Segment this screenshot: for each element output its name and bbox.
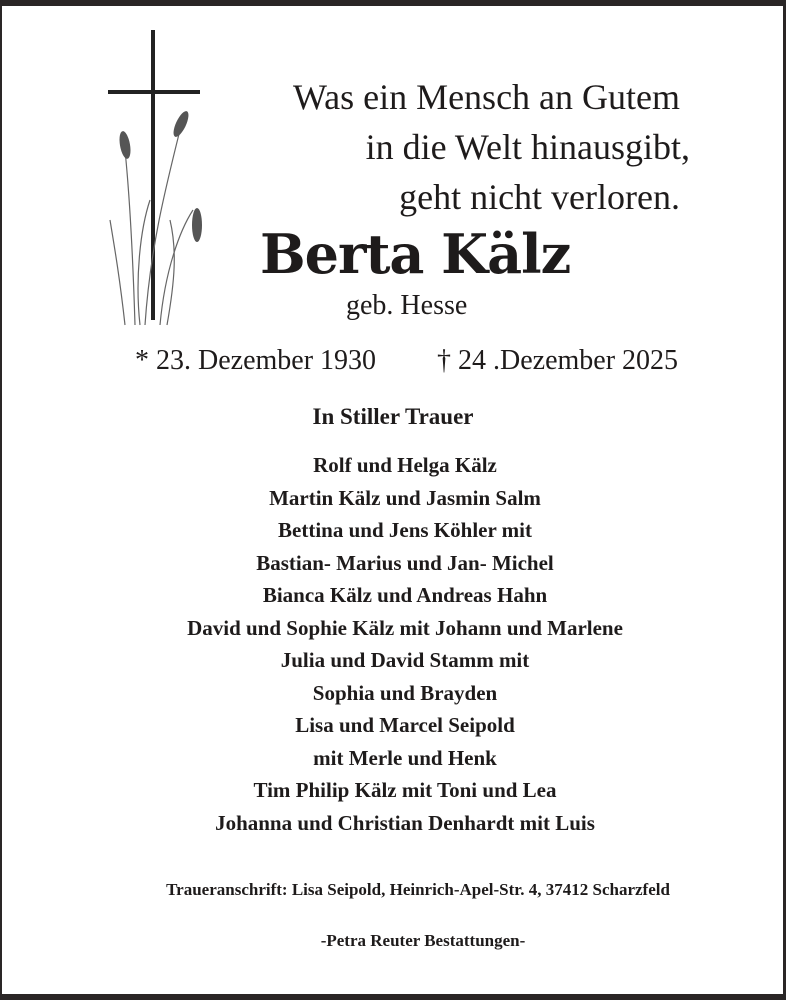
family-line: Bianca Kälz und Andreas Hahn: [262, 583, 548, 607]
family-line: Martin Kälz und Jasmin Salm: [269, 485, 541, 510]
family-line: David und Sophie Kälz mit Johann und Marlene: [187, 615, 623, 640]
family-line: mit Merle und Henk: [313, 745, 497, 770]
death-date: † 24 .Dezember 2025: [437, 345, 679, 376]
funeral-home: -Petra Reuter Bestattungen-: [320, 931, 526, 950]
deceased-name: Berta Kälz: [260, 222, 571, 286]
mourning-address: Traueranschrift: Lisa Seipold, Heinrich-Apel-Str. 4, 37412 Scharzfeld: [166, 880, 670, 899]
family-line: Johanna und Christian Denhardt mit Luis: [215, 810, 595, 835]
quote-line: in die Welt hinausgibt,: [365, 127, 690, 167]
memorial-quote: [293, 72, 690, 222]
quote-line: geht nicht verloren.: [399, 177, 680, 217]
family-line: Rolf und Helga Kälz: [313, 453, 497, 477]
family-line: Tim Philip Kälz mit Toni und Lea: [253, 778, 557, 802]
birth-date: * 23. Dezember 1930: [135, 345, 377, 376]
family-line: Bettina und Jens Köhler mit: [278, 518, 532, 542]
mourning-heading: In Stiller Trauer: [312, 404, 474, 429]
family-line: Julia und David Stamm mit: [280, 648, 530, 672]
cross-with-wheat-icon: [105, 30, 205, 330]
family-line: Lisa und Marcel Seipold: [295, 713, 515, 737]
family-list: [0, 449, 786, 839]
family-line: Bastian- Marius und Jan- Michel: [256, 550, 554, 575]
quote-line: Was ein Mensch an Gutem: [293, 77, 680, 117]
family-line: Sophia und Brayden: [312, 680, 498, 705]
maiden-name: geb. Hesse: [346, 290, 468, 321]
